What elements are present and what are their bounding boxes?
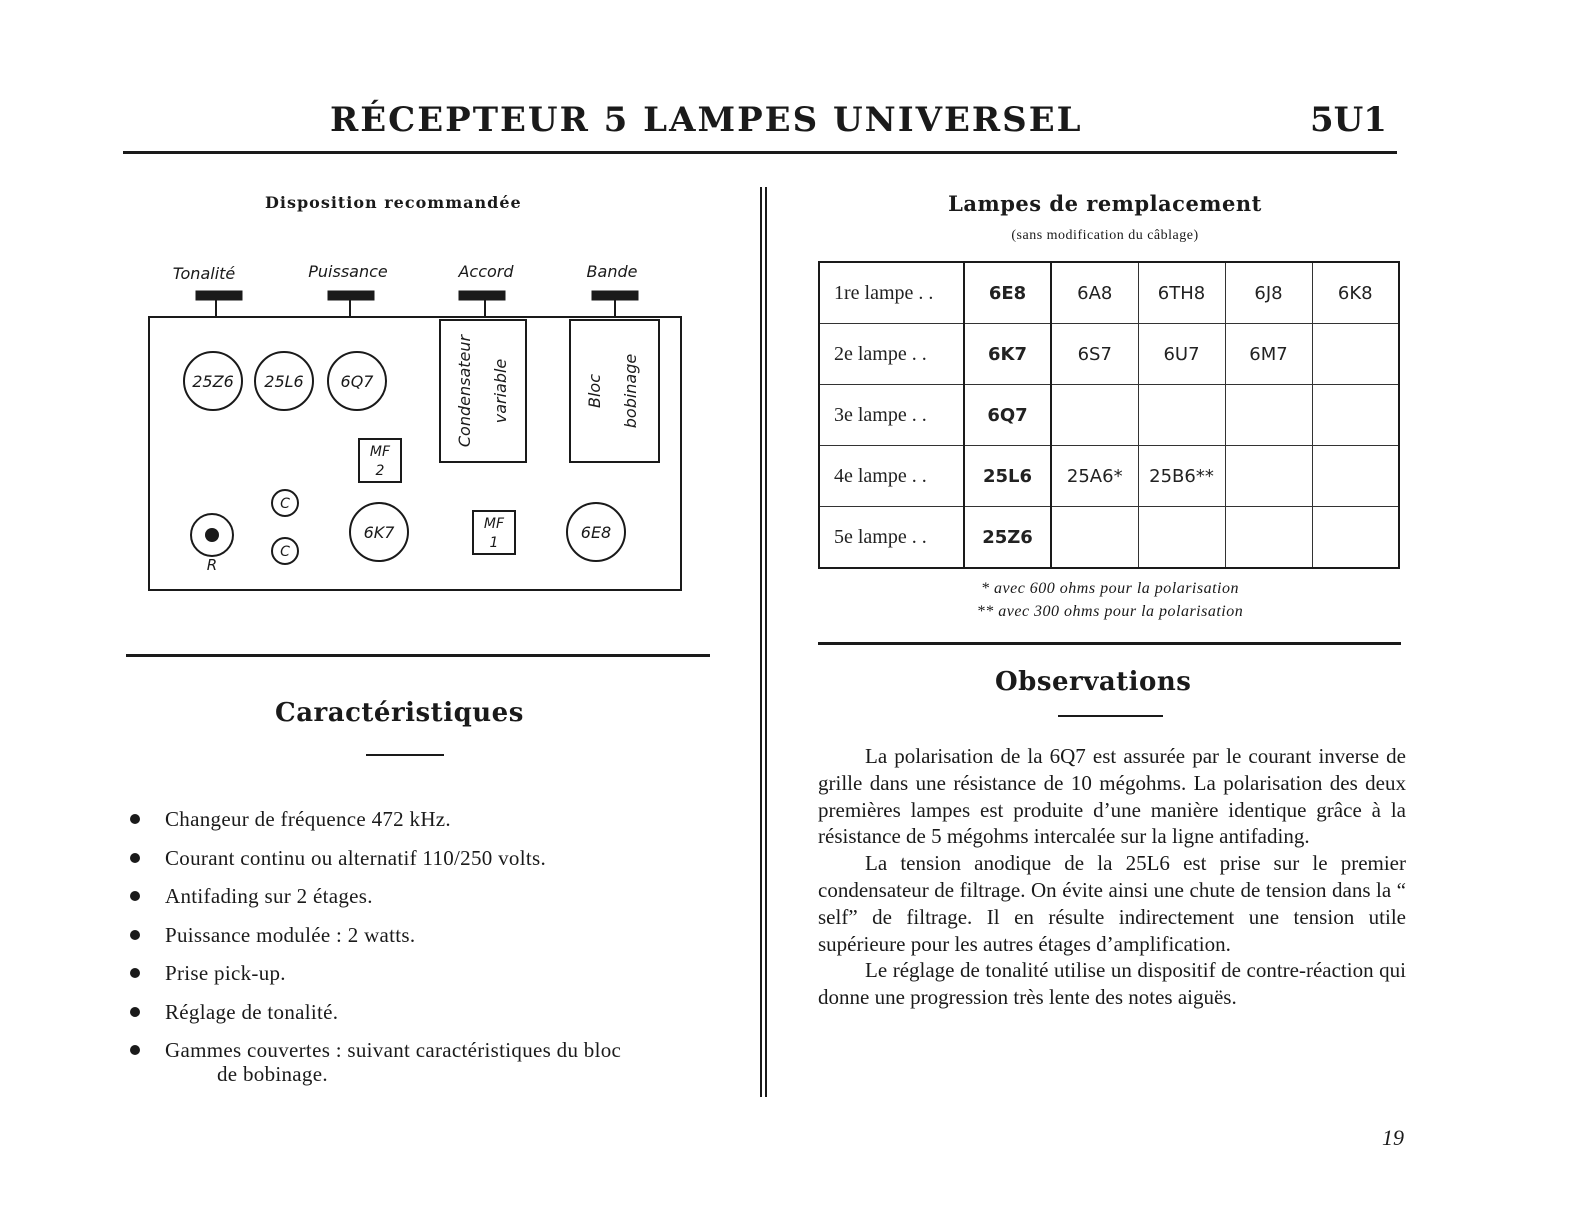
bullet-icon xyxy=(130,930,140,940)
list-item: Changeur de fréquence 472 kHz. xyxy=(130,800,730,839)
control-label-accord: Accord xyxy=(458,262,514,281)
mf1-transformer xyxy=(473,511,515,554)
condenser-label-2: variable xyxy=(491,358,510,424)
tube-6e8 xyxy=(567,503,625,561)
main-tube: 6K7 xyxy=(964,324,1051,385)
main-tube: 6Q7 xyxy=(964,385,1051,446)
control-knob-accord xyxy=(459,291,505,318)
tube-6k7 xyxy=(350,503,408,561)
alt-tube xyxy=(1312,324,1399,385)
list-item: Puissance modulée : 2 watts. xyxy=(130,916,730,955)
list-item: Antifading sur 2 étages. xyxy=(130,877,730,916)
bullet-icon xyxy=(130,1045,140,1055)
alt-tube xyxy=(1225,507,1312,569)
chassis-layout-diagram xyxy=(140,255,700,605)
svg-text:2: 2 xyxy=(375,463,385,479)
substitutes-table xyxy=(818,261,1400,569)
alt-tube: 6K8 xyxy=(1312,262,1399,324)
alt-tube xyxy=(1225,385,1312,446)
alt-tube xyxy=(1225,446,1312,507)
svg-text:R: R xyxy=(206,556,218,574)
bullet-icon xyxy=(130,814,140,824)
svg-text:MF: MF xyxy=(483,516,505,532)
observations-paragraph: La tension anodique de la 25L6 est prise sur le premier condensateur de filtrage. On évite ainsi une chute de tension dans la “ self” de filtrage. Il en résulte indirectement une tension utile supérieure pour les autres étages d’amplification. xyxy=(818,851,1406,956)
svg-text:C: C xyxy=(280,544,290,560)
list-item: Réglage de tonalité. xyxy=(130,993,730,1032)
coil-block-label-1: Bloc xyxy=(585,373,604,409)
condenser-label-1: Condensateur xyxy=(455,334,474,448)
column-divider-2 xyxy=(765,187,767,1097)
alt-tube: 6M7 xyxy=(1225,324,1312,385)
alt-tube xyxy=(1051,385,1138,446)
alt-tube xyxy=(1051,507,1138,569)
variable-condenser xyxy=(440,320,526,462)
lamp-position: 4e lampe . . xyxy=(819,446,964,507)
tube-25l6 xyxy=(255,352,313,410)
footnote-1: * avec 600 ohms pour la polarisation xyxy=(981,580,1239,597)
coil-block xyxy=(570,320,659,462)
alt-tube xyxy=(1312,446,1399,507)
svg-text:25L6: 25L6 xyxy=(264,372,304,391)
control-knob-puissance xyxy=(328,291,374,318)
lamp-position: 2e lampe . . xyxy=(819,324,964,385)
layout-title: Disposition recommandée xyxy=(265,193,522,212)
svg-text:25Z6: 25Z6 xyxy=(192,372,234,391)
alt-tube: 25B6** xyxy=(1138,446,1225,507)
svg-text:6Q7: 6Q7 xyxy=(340,372,374,391)
tube-25z6 xyxy=(184,352,242,410)
resistor-socket xyxy=(191,514,233,574)
table-row xyxy=(819,507,1399,569)
list-item: Courant continu ou alternatif 110/250 volts. xyxy=(130,839,730,878)
lamp-position: 3e lampe . . xyxy=(819,385,964,446)
mf2-transformer xyxy=(359,439,401,482)
characteristics-underline xyxy=(366,754,444,756)
page-number: 19 xyxy=(1382,1125,1404,1150)
alt-tube xyxy=(1312,385,1399,446)
control-knob-bande xyxy=(592,291,638,318)
bullet-icon xyxy=(130,1007,140,1017)
capacitor-1 xyxy=(272,490,298,516)
bullet-icon xyxy=(130,891,140,901)
model-code: 5U1 xyxy=(1310,100,1387,140)
alt-tube: 6U7 xyxy=(1138,324,1225,385)
header-rule xyxy=(123,151,1397,154)
alt-tube xyxy=(1138,385,1225,446)
table-row xyxy=(819,446,1399,507)
lamp-position: 1re lampe . . xyxy=(819,262,964,324)
column-divider xyxy=(760,187,762,1097)
table-row xyxy=(819,262,1399,324)
observations-underline xyxy=(1058,715,1163,717)
alt-tube xyxy=(1312,507,1399,569)
svg-text:1: 1 xyxy=(489,535,499,551)
svg-text:MF: MF xyxy=(369,444,391,460)
table-row xyxy=(819,324,1399,385)
observations-paragraph: Le réglage de tonalité utilise un dispositif de contre-réaction qui donne une progression très lente des notes aiguës. xyxy=(818,958,1406,1010)
svg-text:6K7: 6K7 xyxy=(363,523,395,542)
section-rule-right xyxy=(818,642,1401,645)
bullet-icon xyxy=(130,853,140,863)
alt-tube: 6A8 xyxy=(1051,262,1138,324)
table-row xyxy=(819,385,1399,446)
observations-text xyxy=(818,743,1406,1011)
alt-tube: 6TH8 xyxy=(1138,262,1225,324)
observations-heading: Observations xyxy=(995,667,1192,697)
main-tube: 6E8 xyxy=(964,262,1051,324)
alt-tube xyxy=(1138,507,1225,569)
tube-6q7 xyxy=(328,352,386,410)
svg-text:6E8: 6E8 xyxy=(580,523,612,542)
list-item: Gammes couvertes : suivant caractéristiques du bloc de bobinage. xyxy=(130,1031,730,1086)
svg-text:C: C xyxy=(280,496,290,512)
page-title: RÉCEPTEUR 5 LAMPES UNIVERSEL xyxy=(330,100,1083,140)
capacitor-2 xyxy=(272,538,298,564)
characteristics-heading: Caractéristiques xyxy=(275,698,524,728)
coil-block-label-2: bobinage xyxy=(621,353,640,429)
control-knob-tonalite xyxy=(196,291,242,318)
control-label-bande: Bande xyxy=(586,262,638,281)
substitutes-title: Lampes de remplacement xyxy=(948,191,1262,216)
observations-paragraph: La polarisation de la 6Q7 est assurée par le courant inverse de grille dans une résistance de 10 mégohms. La polarisation des deux premières lampes est produite d’une manière identique grâce à la résistance de 5 mégohms intercalée sur la ligne antifading. xyxy=(818,744,1406,849)
control-label-puissance: Puissance xyxy=(308,262,388,281)
alt-tube: 6J8 xyxy=(1225,262,1312,324)
section-rule-left xyxy=(126,654,710,657)
lamp-position: 5e lampe . . xyxy=(819,507,964,569)
alt-tube: 6S7 xyxy=(1051,324,1138,385)
alt-tube: 25A6* xyxy=(1051,446,1138,507)
main-tube: 25L6 xyxy=(964,446,1051,507)
substitutes-subtitle: (sans modification du câblage) xyxy=(1011,228,1199,243)
footnote-2: ** avec 300 ohms pour la polarisation xyxy=(976,603,1244,620)
bullet-icon xyxy=(130,968,140,978)
characteristics-list xyxy=(130,800,730,1086)
control-label-tonalite: Tonalité xyxy=(172,264,236,283)
list-item: Prise pick-up. xyxy=(130,954,730,993)
main-tube: 25Z6 xyxy=(964,507,1051,569)
